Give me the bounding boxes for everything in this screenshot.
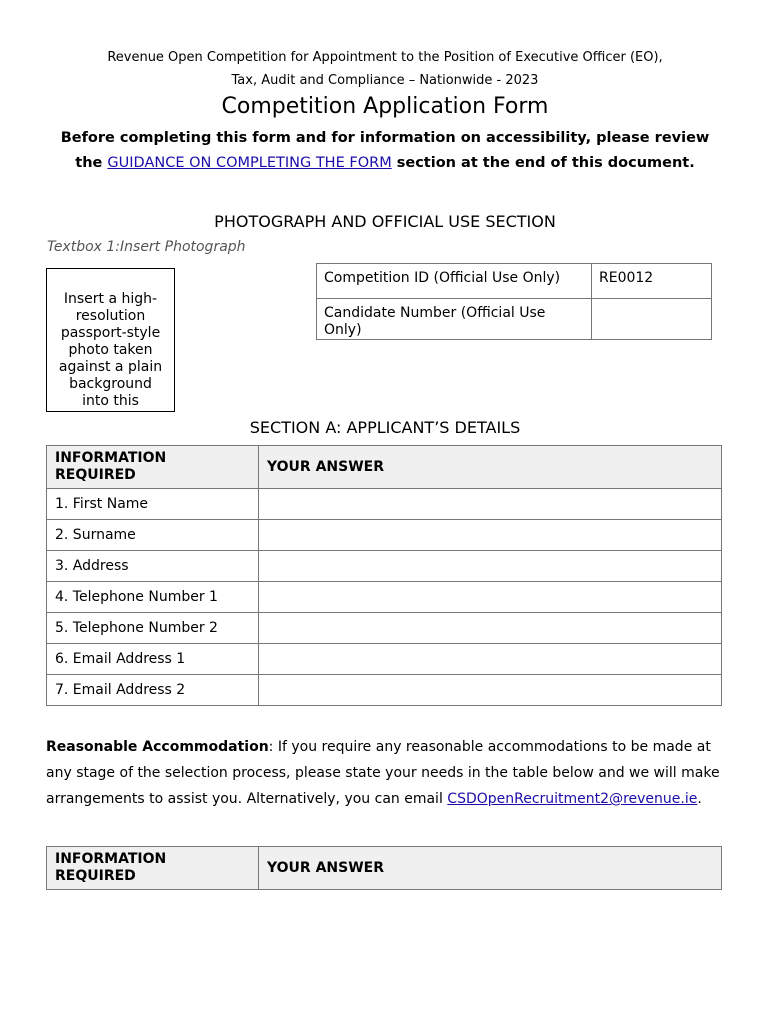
reasonable-accommodation-text: : If you require any reasonable accommodations to be made at any stage of the selection process, please state your needs in the table below and we will make arrangements to assist you. Alternatively, you can email [46, 739, 720, 807]
form-title: Competition Application Form [221, 94, 549, 119]
reasonable-accommodation-end: . [697, 791, 702, 807]
intro-paragraph [60, 126, 710, 176]
row-label-email-1: 6. Email Address 1 [47, 644, 259, 675]
table-row [47, 675, 722, 706]
header-line-2: Tax, Audit and Compliance – Nationwide - 2023 [231, 73, 539, 88]
email-link[interactable]: CSDOpenRecruitment2@revenue.ie [447, 791, 698, 807]
table-row [47, 644, 722, 675]
table-row [47, 520, 722, 551]
candidate-number-value[interactable] [592, 299, 712, 340]
reasonable-accommodation-label: Reasonable Accommodation [46, 739, 269, 755]
col-information-required: INFORMATION REQUIRED [47, 847, 259, 890]
table-row [47, 582, 722, 613]
intro-text-before: Before completing this form and for information on accessibility, please review the [60, 130, 710, 171]
row-label-first-name: 1. First Name [47, 489, 259, 520]
photo-upload-box[interactable] [46, 268, 175, 412]
surname-field[interactable] [259, 520, 722, 551]
col-your-answer: YOUR ANSWER [259, 847, 722, 890]
email-1-field[interactable] [259, 644, 722, 675]
table-row [47, 613, 722, 644]
email-2-field[interactable] [259, 675, 722, 706]
row-label-telephone-2: 5. Telephone Number 2 [47, 613, 259, 644]
photo-section-heading: PHOTOGRAPH AND OFFICIAL USE SECTION [214, 212, 556, 231]
photo-box-instructions: Insert a high-resolution passport-style photo taken against a plain background into this [58, 291, 163, 409]
table-row [47, 551, 722, 582]
row-label-telephone-1: 4. Telephone Number 1 [47, 582, 259, 613]
first-name-field[interactable] [259, 489, 722, 520]
accommodation-table [46, 846, 722, 890]
row-label-surname: 2. Surname [47, 520, 259, 551]
telephone-1-field[interactable] [259, 582, 722, 613]
address-field[interactable] [259, 551, 722, 582]
table-row [47, 489, 722, 520]
header-line-1: Revenue Open Competition for Appointment to the Position of Executive Officer (EO), [107, 50, 663, 65]
official-row-candidate-number [317, 299, 712, 340]
telephone-2-field[interactable] [259, 613, 722, 644]
textbox-label: Textbox 1:Insert Photograph [47, 239, 246, 255]
row-label-address: 3. Address [47, 551, 259, 582]
row-label-email-2: 7. Email Address 2 [47, 675, 259, 706]
table-header-row [47, 446, 722, 489]
competition-id-label: Competition ID (Official Use Only) [317, 264, 592, 299]
applicant-details-table [46, 445, 722, 706]
official-use-table [316, 263, 712, 340]
competition-id-value: RE0012 [592, 264, 712, 299]
intro-text-after: section at the end of this document. [391, 155, 695, 171]
col-information-required: INFORMATION REQUIRED [47, 446, 259, 489]
table-header-row [47, 847, 722, 890]
reasonable-accommodation-paragraph [46, 734, 726, 812]
col-your-answer: YOUR ANSWER [259, 446, 722, 489]
official-row-competition-id [317, 264, 712, 299]
section-a-heading: SECTION A: APPLICANT’S DETAILS [249, 418, 521, 437]
guidance-link[interactable]: GUIDANCE ON COMPLETING THE FORM [107, 155, 392, 171]
candidate-number-label: Candidate Number (Official Use Only) [317, 299, 592, 340]
